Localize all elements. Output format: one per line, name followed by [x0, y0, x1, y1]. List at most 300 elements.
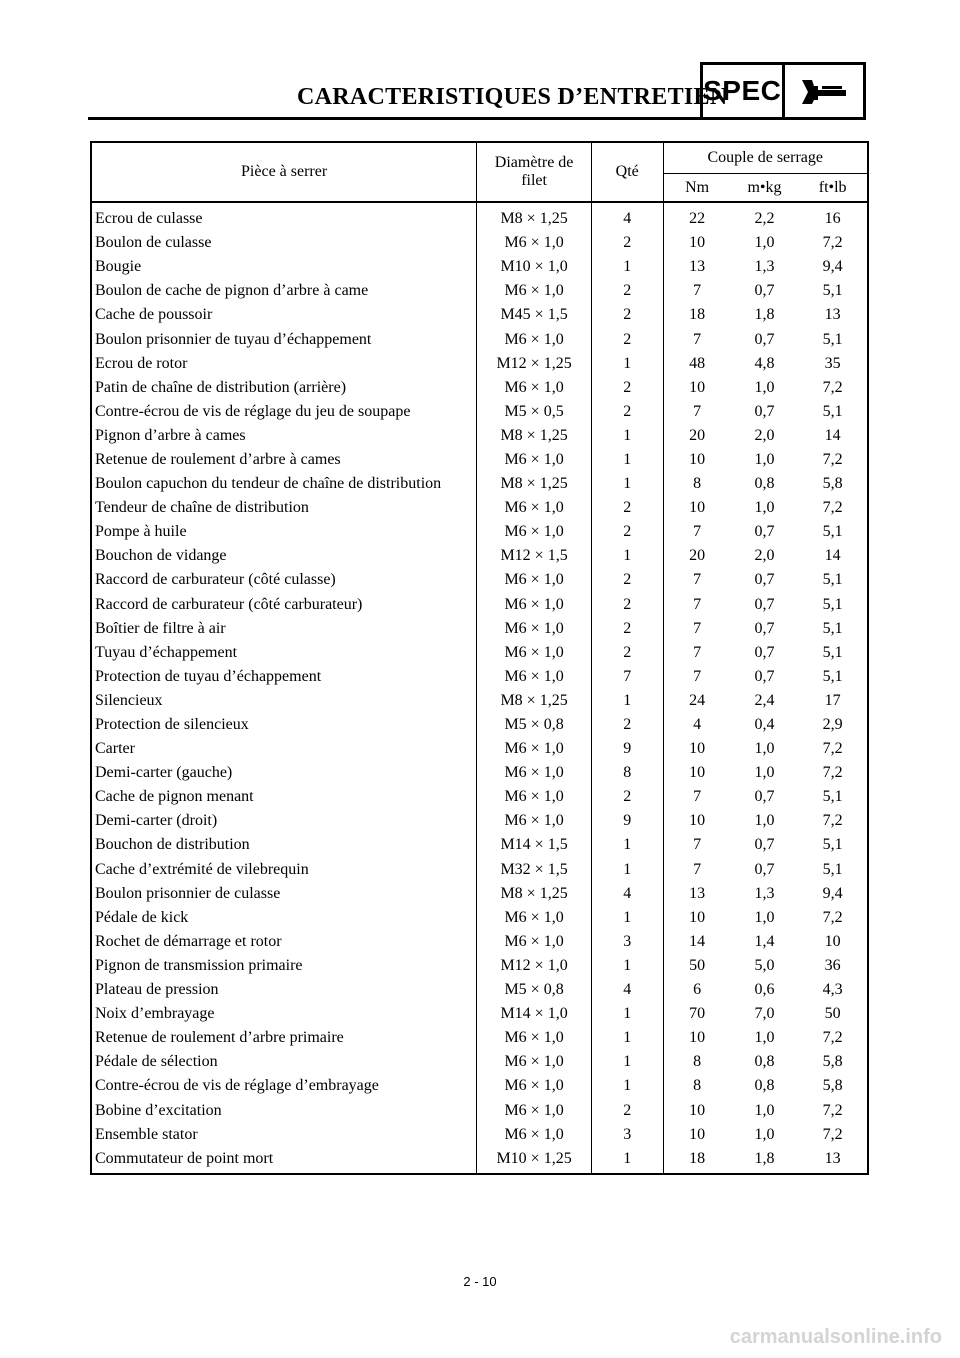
cell-ftlb: 7,2: [798, 1026, 868, 1050]
table-row: [91, 593, 868, 617]
cell-mkg: 1,0: [754, 1125, 775, 1143]
cell-qty: 1: [591, 352, 663, 376]
cell-part: Pédale de kick: [91, 906, 477, 930]
cell-nm: 6: [663, 978, 731, 1002]
cell-part: Noix d’embrayage: [91, 1002, 477, 1026]
cell-thread: M5 × 0,8: [477, 713, 592, 737]
spec-badge: [700, 62, 866, 120]
table-row: [91, 202, 868, 231]
cell-nm: 18: [663, 303, 731, 327]
cell-qty: 2: [591, 617, 663, 641]
cell-part: Bouchon de vidange: [91, 544, 477, 568]
wrench-icon-cell: [785, 65, 864, 117]
cell-part: Bougie: [91, 255, 477, 279]
table-row: [91, 833, 868, 857]
cell-part: Rochet de démarrage et rotor: [91, 930, 477, 954]
cell-thread: M6 × 1,0: [477, 1074, 592, 1098]
cell-thread: M12 × 1,0: [477, 954, 592, 978]
cell-qty: 3: [591, 1123, 663, 1147]
cell-thread: M10 × 1,0: [477, 255, 592, 279]
cell-mkg: 1,0: [754, 764, 775, 782]
watermark: carmanualsonline.info: [729, 1326, 942, 1348]
cell-mkg: 0,7: [754, 595, 775, 613]
cell-part: Carter: [91, 737, 477, 761]
cell-part: Pignon d’arbre à cames: [91, 424, 477, 448]
cell-mkg: 1,0: [754, 450, 775, 468]
cell-mkg: 2,2: [754, 210, 775, 228]
cell-thread: M6 × 1,0: [477, 641, 592, 665]
cell-mkg: 1,0: [754, 812, 775, 830]
header-mkg: m•kg: [731, 174, 799, 203]
cell-thread: M8 × 1,25: [477, 202, 592, 231]
cell-nm: 22: [663, 202, 731, 231]
cell-thread: M8 × 1,25: [477, 689, 592, 713]
cell-nm: 7: [663, 400, 731, 424]
table-row: [91, 785, 868, 809]
cell-ftlb: 5,1: [798, 665, 868, 689]
cell-mkg: 0,7: [754, 571, 775, 589]
cell-thread: M6 × 1,0: [477, 809, 592, 833]
cell-nm: 8: [663, 472, 731, 496]
cell-mkg: 0,7: [754, 643, 775, 661]
cell-part: Bobine d’excitation: [91, 1098, 477, 1122]
cell-nm: 10: [663, 231, 731, 255]
table-row: [91, 737, 868, 761]
cell-thread: M12 × 1,25: [477, 352, 592, 376]
cell-ftlb: 5,1: [798, 858, 868, 882]
cell-qty: 1: [591, 906, 663, 930]
cell-nm: 70: [663, 1002, 731, 1026]
cell-thread: M8 × 1,25: [477, 882, 592, 906]
cell-mkg: 0,7: [754, 836, 775, 854]
cell-nm: 10: [663, 1026, 731, 1050]
cell-nm: 7: [663, 641, 731, 665]
cell-nm: 8: [663, 1074, 731, 1098]
cell-qty: 4: [591, 202, 663, 231]
cell-thread: M6 × 1,0: [477, 448, 592, 472]
cell-ftlb: 7,2: [798, 231, 868, 255]
cell-qty: 1: [591, 1026, 663, 1050]
cell-part: Ensemble stator: [91, 1123, 477, 1147]
table-row: [91, 1123, 868, 1147]
cell-thread: M6 × 1,0: [477, 617, 592, 641]
cell-mkg: 4,8: [754, 354, 775, 372]
cell-qty: 1: [591, 1147, 663, 1174]
table-row: [91, 761, 868, 785]
cell-qty: 2: [591, 568, 663, 592]
cell-mkg: 0,6: [754, 981, 775, 999]
cell-qty: 1: [591, 1002, 663, 1026]
cell-qty: 2: [591, 303, 663, 327]
table-row: [91, 1098, 868, 1122]
cell-qty: 2: [591, 279, 663, 303]
table-row: [91, 496, 868, 520]
cell-ftlb: 5,1: [798, 568, 868, 592]
table-row: [91, 424, 868, 448]
cell-mkg: 0,7: [754, 523, 775, 541]
cell-ftlb: 5,1: [798, 520, 868, 544]
cell-ftlb: 2,9: [798, 713, 868, 737]
cell-thread: M6 × 1,0: [477, 665, 592, 689]
cell-thread: M6 × 1,0: [477, 737, 592, 761]
cell-ftlb: 10: [798, 930, 868, 954]
cell-part: Patin de chaîne de distribution (arrière): [91, 376, 477, 400]
cell-mkg: 2,0: [754, 426, 775, 444]
cell-ftlb: 50: [798, 1002, 868, 1026]
wrench-icon: [798, 76, 850, 106]
cell-ftlb: 5,8: [798, 1050, 868, 1074]
cell-mkg: 1,4: [754, 932, 775, 950]
cell-qty: 2: [591, 231, 663, 255]
header-thread-line2: filet: [521, 172, 547, 189]
cell-mkg: 0,7: [754, 402, 775, 420]
cell-thread: M6 × 1,0: [477, 327, 592, 351]
cell-mkg: 0,4: [754, 716, 775, 734]
torque-table: [90, 141, 869, 1175]
cell-qty: 8: [591, 761, 663, 785]
table-row: [91, 520, 868, 544]
cell-nm: 7: [663, 785, 731, 809]
table-row: [91, 352, 868, 376]
cell-qty: 2: [591, 496, 663, 520]
cell-mkg: 1,0: [754, 740, 775, 758]
cell-thread: M14 × 1,0: [477, 1002, 592, 1026]
cell-qty: 7: [591, 665, 663, 689]
cell-qty: 2: [591, 593, 663, 617]
cell-mkg: 0,7: [754, 282, 775, 300]
cell-thread: M6 × 1,0: [477, 906, 592, 930]
table-row: [91, 713, 868, 737]
cell-thread: M6 × 1,0: [477, 761, 592, 785]
cell-ftlb: 7,2: [798, 448, 868, 472]
cell-part: Plateau de pression: [91, 978, 477, 1002]
table-row: [91, 858, 868, 882]
cell-qty: 4: [591, 882, 663, 906]
cell-nm: 14: [663, 930, 731, 954]
cell-ftlb: 9,4: [798, 882, 868, 906]
cell-part: Protection de silencieux: [91, 713, 477, 737]
cell-qty: 2: [591, 713, 663, 737]
cell-thread: M14 × 1,5: [477, 833, 592, 857]
cell-qty: 2: [591, 641, 663, 665]
cell-part: Retenue de roulement d’arbre à cames: [91, 448, 477, 472]
cell-part: Pignon de transmission primaire: [91, 954, 477, 978]
cell-part: Tuyau d’échappement: [91, 641, 477, 665]
cell-ftlb: 5,1: [798, 327, 868, 351]
cell-ftlb: 7,2: [798, 1098, 868, 1122]
cell-nm: 24: [663, 689, 731, 713]
cell-part: Pédale de sélection: [91, 1050, 477, 1074]
cell-part: Cache de pignon menant: [91, 785, 477, 809]
cell-nm: 10: [663, 761, 731, 785]
cell-mkg: 0,7: [754, 619, 775, 637]
cell-part: Demi-carter (droit): [91, 809, 477, 833]
cell-ftlb: 5,1: [798, 279, 868, 303]
header-part: Pièce à serrer: [91, 142, 477, 202]
cell-nm: 10: [663, 376, 731, 400]
cell-ftlb: 36: [798, 954, 868, 978]
cell-thread: M6 × 1,0: [477, 376, 592, 400]
cell-part: Pompe à huile: [91, 520, 477, 544]
table-row: [91, 906, 868, 930]
cell-nm: 10: [663, 809, 731, 833]
cell-mkg: 1,3: [754, 884, 775, 902]
cell-mkg: 1,0: [754, 908, 775, 926]
table-row: [91, 568, 868, 592]
cell-part: Raccord de carburateur (côté carburateur): [91, 593, 477, 617]
cell-thread: M6 × 1,0: [477, 279, 592, 303]
cell-mkg: 1,0: [754, 234, 775, 252]
cell-mkg: 5,0: [754, 956, 775, 974]
cell-thread: M6 × 1,0: [477, 231, 592, 255]
cell-nm: 7: [663, 568, 731, 592]
header-torque: Couple de serrage: [663, 142, 868, 174]
cell-mkg: 0,7: [754, 667, 775, 685]
cell-ftlb: 7,2: [798, 906, 868, 930]
cell-thread: M10 × 1,25: [477, 1147, 592, 1174]
cell-thread: M6 × 1,0: [477, 930, 592, 954]
cell-ftlb: 14: [798, 544, 868, 568]
cell-nm: 20: [663, 544, 731, 568]
table-row: [91, 448, 868, 472]
cell-thread: M6 × 1,0: [477, 496, 592, 520]
cell-nm: 48: [663, 352, 731, 376]
table-row: [91, 882, 868, 906]
cell-thread: M6 × 1,0: [477, 1098, 592, 1122]
table-row: [91, 1074, 868, 1098]
cell-nm: 10: [663, 1098, 731, 1122]
cell-nm: 10: [663, 906, 731, 930]
cell-mkg: 2,0: [754, 547, 775, 565]
cell-nm: 7: [663, 279, 731, 303]
cell-qty: 1: [591, 1074, 663, 1098]
section-title: CARACTERISTIQUES D’ENTRETIEN: [297, 84, 728, 110]
table-row: [91, 255, 868, 279]
header-thread: [477, 142, 592, 202]
cell-mkg: 1,8: [754, 1149, 775, 1167]
cell-mkg: 0,7: [754, 860, 775, 878]
cell-ftlb: 5,8: [798, 1074, 868, 1098]
cell-qty: 1: [591, 954, 663, 978]
cell-ftlb: 5,1: [798, 617, 868, 641]
cell-ftlb: 17: [798, 689, 868, 713]
cell-qty: 1: [591, 1050, 663, 1074]
cell-ftlb: 7,2: [798, 1123, 868, 1147]
cell-part: Bouchon de distribution: [91, 833, 477, 857]
cell-mkg: 0,8: [754, 1077, 775, 1095]
cell-qty: 1: [591, 424, 663, 448]
cell-qty: 1: [591, 858, 663, 882]
cell-ftlb: 13: [798, 303, 868, 327]
table-row: [91, 617, 868, 641]
header-rule: [88, 117, 700, 120]
table-row: [91, 689, 868, 713]
cell-nm: 18: [663, 1147, 731, 1174]
cell-ftlb: 5,1: [798, 785, 868, 809]
cell-nm: 8: [663, 1050, 731, 1074]
cell-part: Silencieux: [91, 689, 477, 713]
cell-nm: 10: [663, 1123, 731, 1147]
cell-thread: M6 × 1,0: [477, 593, 592, 617]
header-qty: Qté: [591, 142, 663, 202]
cell-qty: 1: [591, 472, 663, 496]
cell-part: Protection de tuyau d’échappement: [91, 665, 477, 689]
cell-qty: 2: [591, 376, 663, 400]
cell-thread: M32 × 1,5: [477, 858, 592, 882]
cell-nm: 7: [663, 617, 731, 641]
cell-qty: 1: [591, 689, 663, 713]
cell-mkg: 0,8: [754, 1053, 775, 1071]
cell-nm: 13: [663, 882, 731, 906]
cell-part: Boîtier de filtre à air: [91, 617, 477, 641]
cell-mkg: 1,3: [754, 258, 775, 276]
cell-ftlb: 9,4: [798, 255, 868, 279]
cell-nm: 20: [663, 424, 731, 448]
cell-mkg: 0,8: [754, 475, 775, 493]
cell-nm: 10: [663, 448, 731, 472]
cell-nm: 10: [663, 737, 731, 761]
cell-nm: 7: [663, 665, 731, 689]
cell-qty: 1: [591, 448, 663, 472]
cell-qty: 2: [591, 400, 663, 424]
cell-part: Raccord de carburateur (côté culasse): [91, 568, 477, 592]
cell-nm: 50: [663, 954, 731, 978]
table-row: [91, 376, 868, 400]
cell-qty: 2: [591, 327, 663, 351]
cell-qty: 4: [591, 978, 663, 1002]
cell-part: Ecrou de culasse: [91, 202, 477, 231]
cell-ftlb: 5,1: [798, 833, 868, 857]
cell-mkg: 7,0: [754, 1005, 775, 1023]
cell-part: Demi-carter (gauche): [91, 761, 477, 785]
cell-nm: 7: [663, 327, 731, 351]
cell-mkg: 2,4: [754, 691, 775, 709]
cell-part: Ecrou de rotor: [91, 352, 477, 376]
cell-mkg: 1,0: [754, 378, 775, 396]
cell-qty: 2: [591, 1098, 663, 1122]
cell-thread: M6 × 1,0: [477, 785, 592, 809]
table-row: [91, 544, 868, 568]
cell-qty: 1: [591, 255, 663, 279]
cell-part: Boulon de culasse: [91, 231, 477, 255]
cell-ftlb: 5,1: [798, 400, 868, 424]
table-row: [91, 1050, 868, 1074]
cell-part: Cache d’extrémité de vilebrequin: [91, 858, 477, 882]
table-row: [91, 954, 868, 978]
cell-mkg: 1,0: [754, 1029, 775, 1047]
cell-ftlb: 7,2: [798, 761, 868, 785]
cell-ftlb: 4,3: [798, 978, 868, 1002]
table-row: [91, 279, 868, 303]
cell-ftlb: 35: [798, 352, 868, 376]
table-row: [91, 809, 868, 833]
table-row: [91, 930, 868, 954]
cell-qty: 2: [591, 520, 663, 544]
cell-part: Contre-écrou de vis de réglage d’embrayage: [91, 1074, 477, 1098]
cell-qty: 9: [591, 737, 663, 761]
header-thread-line1: Diamètre de: [494, 154, 574, 171]
cell-part: Tendeur de chaîne de distribution: [91, 496, 477, 520]
cell-mkg: 1,0: [754, 1101, 775, 1119]
cell-nm: 13: [663, 255, 731, 279]
table-row: [91, 641, 868, 665]
table-row: [91, 303, 868, 327]
cell-part: Commutateur de point mort: [91, 1147, 477, 1174]
cell-part: Contre-écrou de vis de réglage du jeu de soupape: [91, 400, 477, 424]
cell-ftlb: 13: [798, 1147, 868, 1174]
cell-ftlb: 16: [798, 202, 868, 231]
table-row: [91, 327, 868, 351]
cell-thread: M6 × 1,0: [477, 520, 592, 544]
cell-part: Boulon prisonnier de culasse: [91, 882, 477, 906]
table-header: [91, 142, 868, 202]
table-row: [91, 1002, 868, 1026]
table-row: [91, 1147, 868, 1174]
header-nm: Nm: [663, 174, 731, 203]
cell-thread: M8 × 1,25: [477, 424, 592, 448]
cell-ftlb: 5,1: [798, 641, 868, 665]
cell-ftlb: 7,2: [798, 737, 868, 761]
cell-mkg: 1,8: [754, 306, 775, 324]
cell-thread: M8 × 1,25: [477, 472, 592, 496]
cell-part: Boulon prisonnier de tuyau d’échappement: [91, 327, 477, 351]
cell-part: Boulon de cache de pignon d’arbre à came: [91, 279, 477, 303]
cell-thread: M6 × 1,0: [477, 1050, 592, 1074]
cell-thread: M5 × 0,8: [477, 978, 592, 1002]
cell-qty: 3: [591, 930, 663, 954]
table-row: [91, 472, 868, 496]
spec-label-cell: [703, 65, 785, 117]
table-body: [91, 202, 868, 1174]
page-number: 2 - 10: [463, 1274, 497, 1289]
cell-ftlb: 14: [798, 424, 868, 448]
cell-nm: 7: [663, 833, 731, 857]
cell-thread: M6 × 1,0: [477, 568, 592, 592]
cell-thread: M45 × 1,5: [477, 303, 592, 327]
cell-nm: 7: [663, 593, 731, 617]
cell-part: Cache de poussoir: [91, 303, 477, 327]
cell-part: Boulon capuchon du tendeur de chaîne de distribution: [91, 472, 477, 496]
cell-thread: M12 × 1,5: [477, 544, 592, 568]
cell-nm: 7: [663, 858, 731, 882]
cell-part: Retenue de roulement d’arbre primaire: [91, 1026, 477, 1050]
cell-ftlb: 5,1: [798, 593, 868, 617]
cell-ftlb: 5,8: [798, 472, 868, 496]
cell-ftlb: 7,2: [798, 496, 868, 520]
cell-qty: 1: [591, 833, 663, 857]
cell-thread: M6 × 1,0: [477, 1123, 592, 1147]
cell-qty: 1: [591, 544, 663, 568]
table-row: [91, 1026, 868, 1050]
header-ftlb: ft•lb: [798, 174, 868, 203]
cell-mkg: 1,0: [754, 499, 775, 517]
table-row: [91, 231, 868, 255]
cell-nm: 4: [663, 713, 731, 737]
table-row: [91, 665, 868, 689]
cell-thread: M6 × 1,0: [477, 1026, 592, 1050]
cell-qty: 2: [591, 785, 663, 809]
spec-label: SPEC: [703, 75, 782, 106]
cell-ftlb: 7,2: [798, 809, 868, 833]
table-row: [91, 978, 868, 1002]
table-row: [91, 400, 868, 424]
cell-ftlb: 7,2: [798, 376, 868, 400]
cell-mkg: 0,7: [754, 330, 775, 348]
cell-mkg: 0,7: [754, 788, 775, 806]
cell-nm: 10: [663, 496, 731, 520]
cell-thread: M5 × 0,5: [477, 400, 592, 424]
cell-nm: 7: [663, 520, 731, 544]
